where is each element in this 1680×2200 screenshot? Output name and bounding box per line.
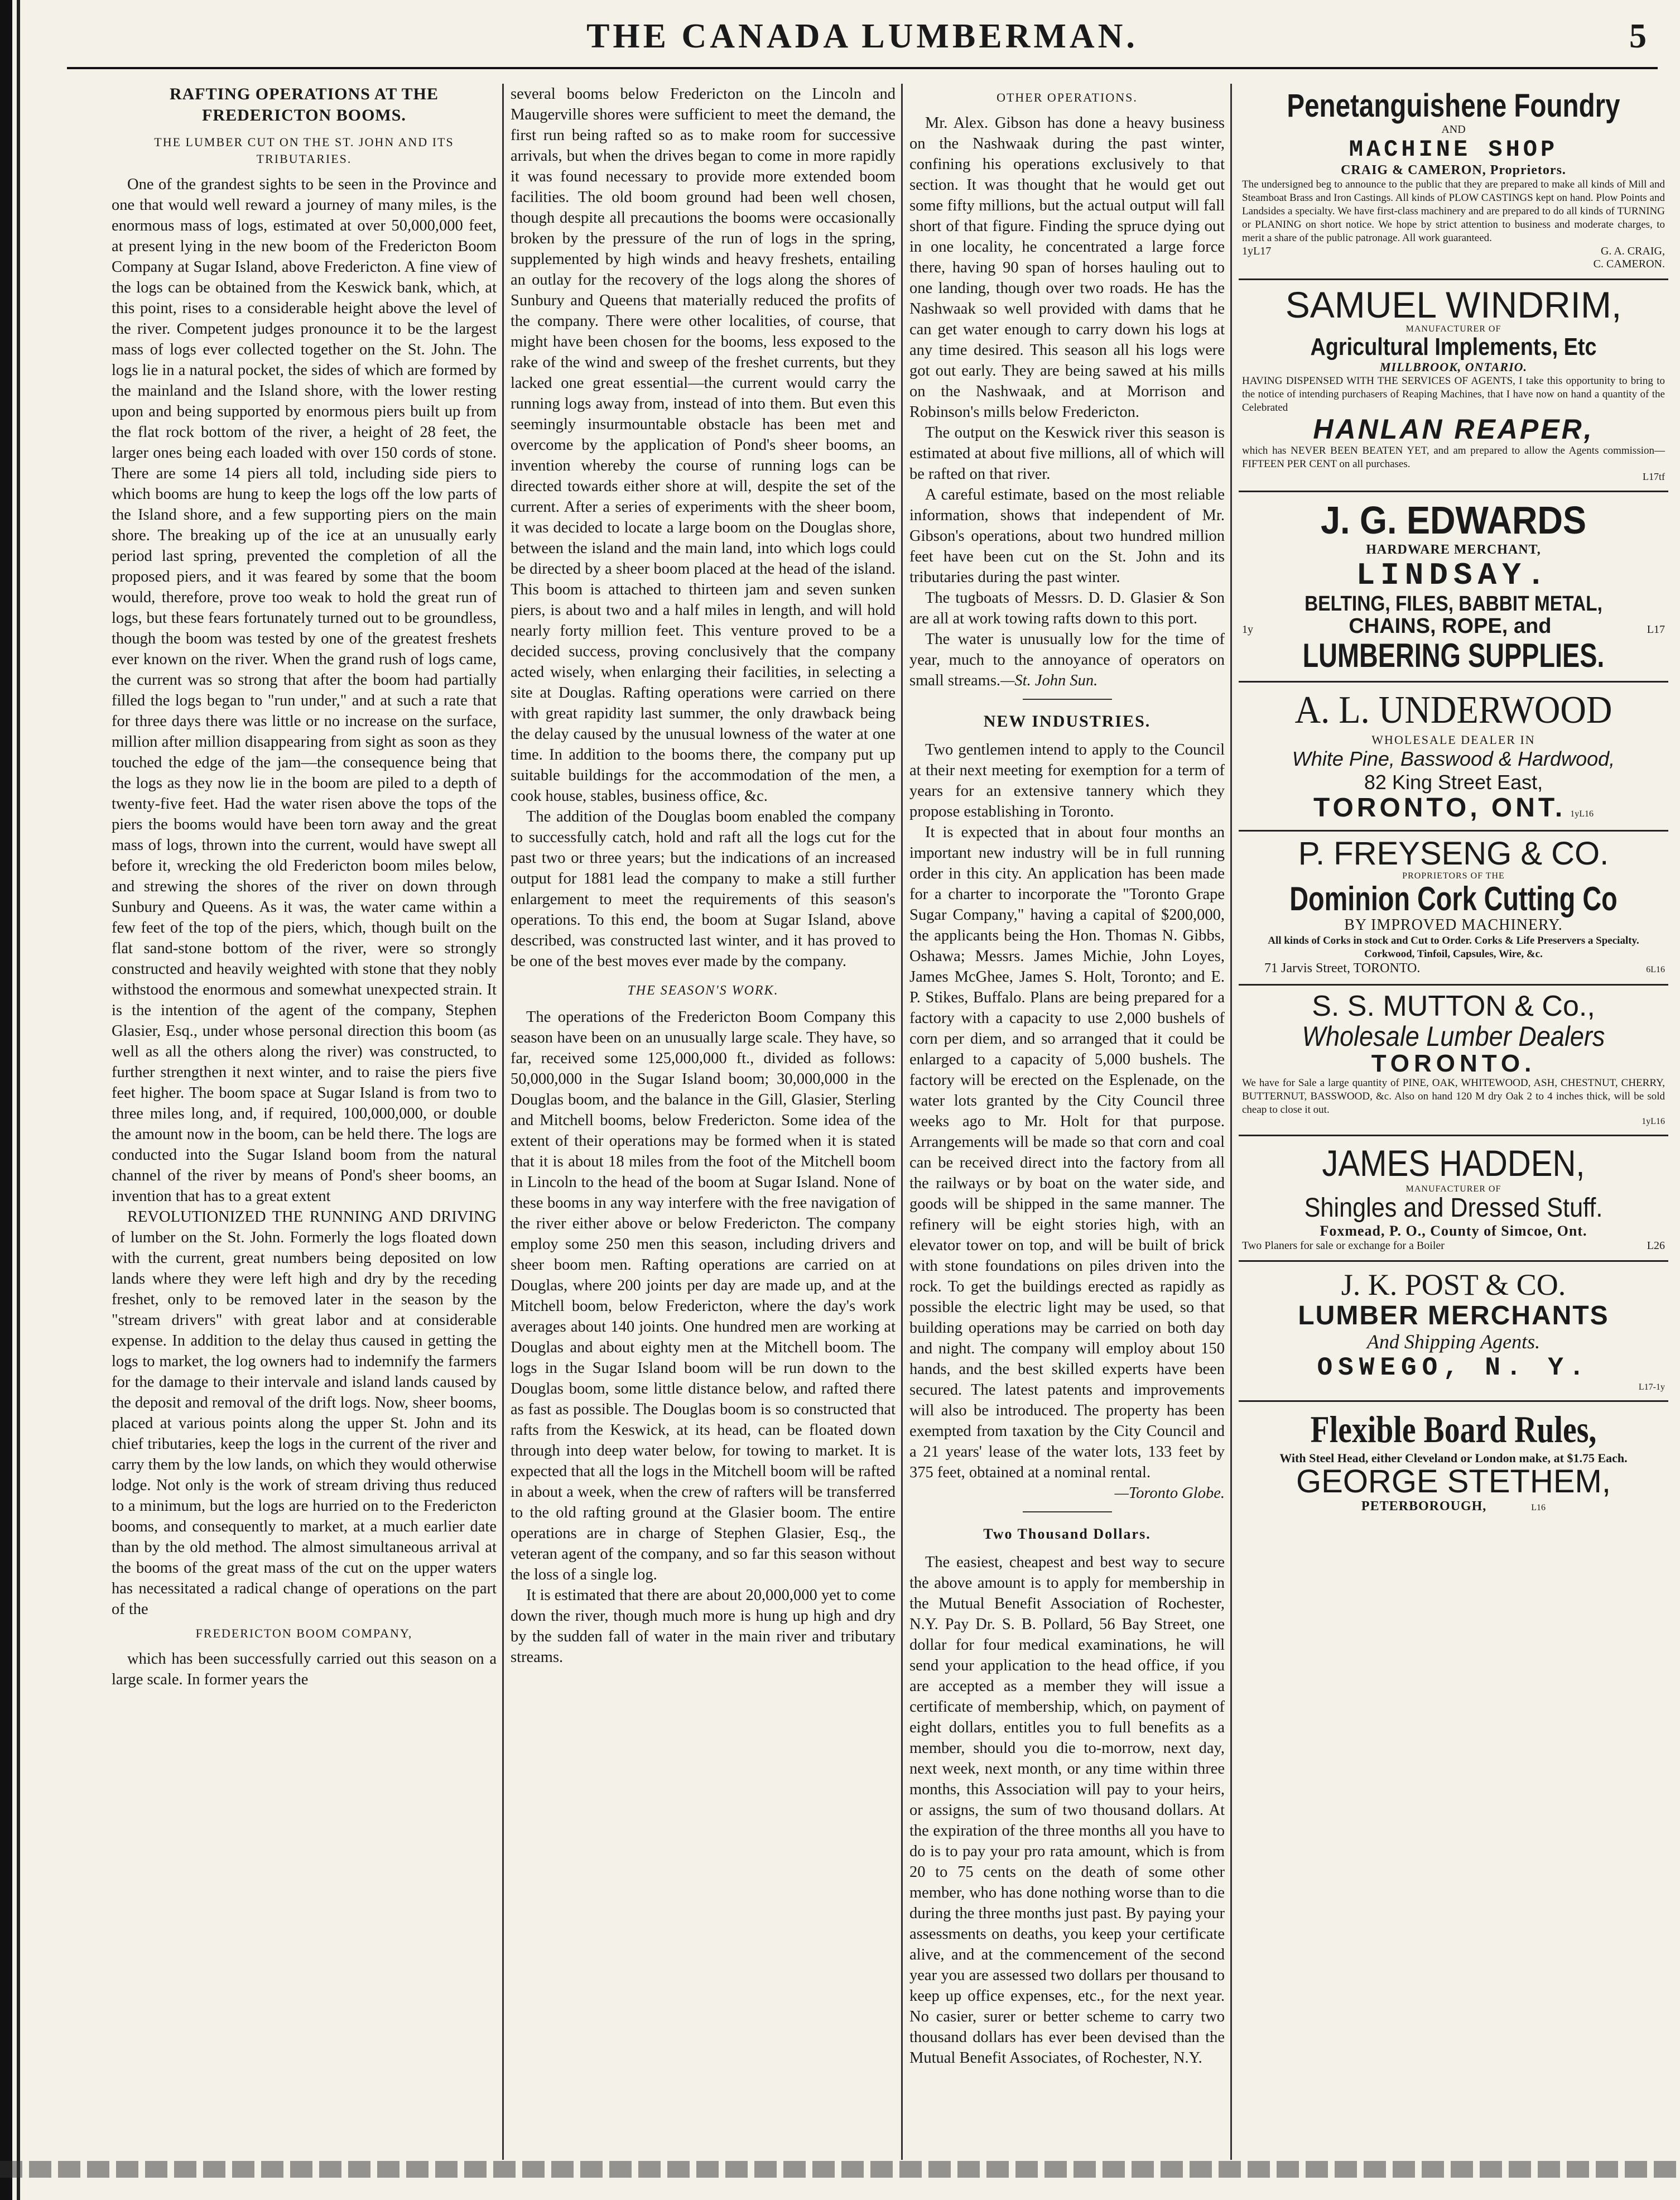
column-rule <box>502 84 504 2160</box>
paragraph: A careful estimate, based on the most reliable information, shows that independent of Mr. Gibson's operations, about two hundred million feet have been cut on the St. John and its tributaries during the past winter. <box>909 486 1225 586</box>
source-credit: —Toronto Globe. <box>1114 1485 1225 1502</box>
ad-woods: White Pine, Basswood & Hardwood, <box>1292 747 1615 770</box>
ad-text: MANUFACTURER OF <box>1405 1184 1501 1194</box>
ad-freyseng <box>1239 832 1668 986</box>
ad-body: With Steel Head, either Cleveland or London make, at $1.75 Each. <box>1279 1451 1628 1465</box>
ad-line: BELTING, FILES, BABBIT METAL, <box>1304 592 1602 616</box>
paragraph: The easiest, cheapest and best way to secure the above amount is to apply for membership in the Mutual Benefit Association of Rochester, N.Y. Pay Dr. S. B. Pollard, 56 Bay Street, one dollar for four medical examinations, he will send your application to the head office, if you are accepted as a member they will issue a certificate of membership, which, on payment of eight dollars, entitles you to full benefits as a member, should you die to-morrow, next day, next week, next month, or any time within three months, this Association will pay to your heirs, or assigns, the sum of two thousand dollars. At the expiration of the three months all you have to do is to pay your pro rata amount, which is from 20 to 75 cents on the death of some other member, who has done nothing worse than to die during the three months just past. By paying your assessments on deaths, you keep your certificate alive, and at the commencement of the second year you are assessed two dollars per thousand to keep up office expenses, etc., for the next year. No casier, surer or better scheme to carry two thousand dollars has ever been devised than the Mutual Benefit Associates, of Rochester, N.Y. <box>909 1554 1225 2067</box>
ad-trade: Wholesale Lumber Dealers <box>1302 1020 1605 1052</box>
section-divider <box>1023 699 1112 700</box>
ad-line-row <box>1242 616 1665 638</box>
ad-edwards <box>1239 492 1668 683</box>
ad-code: L17 <box>1647 623 1665 636</box>
ad-text: AND <box>1441 123 1466 136</box>
ad-subtitle: MACHINE SHOP <box>1349 136 1558 163</box>
ad-underwood <box>1239 683 1668 832</box>
ad-title: P. FREYSENG & CO. <box>1298 835 1609 872</box>
ad-title: S. S. MUTTON & Co., <box>1312 989 1595 1022</box>
ad-works: Dominion Cork Cutting Co <box>1289 880 1618 918</box>
page-header <box>67 11 1658 67</box>
paragraph: The operations of the Fredericton Boom Company this season have been on an unusually large scale. They have, so far, received some 125,000,000 ft., divided as follows: 50,000,000 in the Sugar Island boom; 30,000,000 in the Douglas boom, and the balance in the Gill, Glasier, Sterling and Mitchell booms, below Fredericton. Some idea of the extent of their operations may be formed when it is stated that it is about 18 miles from the foot of the Mitchell boom in Lincoln to the head of the boom at Sugar Island. None of these booms in any way interfere with the free navigation of the river either above or below Fredericton. The company employ some 250 men this season, including drivers and sheer boom men. Rafting operations are carried on at Douglas, where 200 joints per day are made up, and at the Mitchell boom, below Fredericton, where the day's work averages about 140 joints. One hundred men are working at Douglas and about eighty men at the Mitchell boom. The logs in the Sugar Island boom will be run down to the Douglas boom, some little distance below, and rafted there as fast as possible. The Douglas boom is so constructed that rafts from the Keswick, at its head, can be floated down through into deep water below, for towing to market. It is expected that all the logs in the Mitchell boom will be rafted in about a week, when the crew of rafters will be transferred to the old rafting ground at the Glasier boom. The entire operations are in charge of Stephen Glasier, Esq., the veteran agent of the company, and so far this season without the loss of a single log. <box>511 1008 896 1583</box>
signature-2: C. CAMERON. <box>1593 257 1665 270</box>
ad-address: 82 King Street East, <box>1364 770 1543 794</box>
ad-title: GEORGE STETHEM, <box>1296 1463 1611 1500</box>
ad-body: The undersigned beg to announce to the public that they are prepared to make all kinds of Mill and Steamboat Brass and Iron Castings. All kinds of PLOW CASTINGS kept on hand. Plow Points and Landsides a specialty. We have first-class machinery and are prepared to do all kinds of TURNING or PLANING on short notice. We hope by strict attention to business and moderate charges, to merit a share of the public patronage. All work guaranteed. <box>1242 178 1665 244</box>
signature-1: G. A. CRAIG, <box>1600 244 1665 257</box>
ad-line: LUMBERING SUPPLIES. <box>1302 636 1605 674</box>
paragraph <box>909 1483 1225 1504</box>
section-headline: NEW INDUSTRIES. <box>983 712 1151 731</box>
paragraph: Mr. Alex. Gibson has done a heavy business on the Nashwaak during the past winter, confining his operations exclusively to that section. It was thought that he would get out some fifty millions, but the actual output will fall short of that figure. Finding the spruce dying out in one locality, he concentrated a large force there, having 90 span of horses hauling out to one landing, though over two roads. He has the Nashwaak so well provided with dams that he can get water enough to carry down his logs at any time desired. This season all his logs were got out early. They are being sawed at his mills on the Nashwaak, and at Morrison and Robinson's mills below Fredericton. <box>909 114 1225 421</box>
article-subhead: THE LUMBER CUT ON THE ST. JOHN AND ITS TRIBUTARIES. <box>154 135 454 166</box>
section-subhead: OTHER OPERATIONS. <box>997 90 1138 104</box>
ad-title: J. G. EDWARDS <box>1320 498 1587 542</box>
ad-city-row <box>1242 794 1665 822</box>
ad-city: TORONTO. <box>1371 1050 1536 1078</box>
ad-trade: WHOLESALE DEALER IN <box>1371 732 1535 747</box>
page-number: 5 <box>1629 17 1647 55</box>
ad-body: HAVING DISPENSED WITH THE SERVICES OF AGENTS, I take this opportunity to bring to the notice of intending purchasers of Reaping Machines, that I have now on hand a quantity of the Celebrated <box>1242 375 1665 414</box>
section-subhead: FREDERICTON BOOM COMPANY, <box>195 1626 413 1640</box>
column-rule <box>1230 84 1232 2160</box>
ad-agents: And Shipping Agents. <box>1366 1330 1541 1353</box>
ad-post <box>1239 1262 1668 1402</box>
ad-body: which has NEVER BEEN BEATEN YET, and am prepared to allow the Agents commission—FIFTEEN PER CENT on all purchases. <box>1242 444 1665 470</box>
ad-city: TORONTO, ONT. <box>1313 792 1566 823</box>
ad-note: Two Planers for sale or exchange for a Boiler <box>1242 1239 1445 1252</box>
ad-title: Penetanguishene Foundry <box>1287 88 1620 124</box>
ad-by: BY IMPROVED MACHINERY. <box>1344 916 1563 934</box>
ad-title: SAMUEL WINDRIM, <box>1285 284 1622 325</box>
column-1 <box>112 84 497 2149</box>
ad-place: MILLBROOK, ONTARIO. <box>1379 360 1528 374</box>
ad-windrim <box>1239 280 1668 492</box>
ad-line: CHAINS, ROPE, and <box>1349 614 1552 638</box>
ad-mutton <box>1239 986 1668 1136</box>
header-rule <box>67 67 1658 69</box>
ad-product: Flexible Board Rules, <box>1310 1408 1597 1450</box>
ad-city: OSWEGO, N. Y. <box>1317 1353 1590 1382</box>
ad-signature <box>1594 245 1665 271</box>
paragraph: The output on the Keswick river this season is estimated at about five millions, all of which will be rafted on that river. <box>909 424 1225 483</box>
paragraph: Two gentlemen intend to apply to the Council at their next meeting for exemption for a term of years for an extensive tannery which they propose establishing in Toronto. <box>909 741 1225 820</box>
ad-signature-row <box>1242 245 1665 271</box>
ad-town: LINDSAY. <box>1356 557 1551 593</box>
ad-code: L16 <box>1531 1502 1546 1512</box>
section-divider <box>1023 1511 1112 1512</box>
ad-trade: HARDWARE MERCHANT, <box>1366 542 1541 557</box>
ad-code: L26 <box>1647 1239 1665 1252</box>
ad-products: Agricultural Implements, Etc <box>1310 333 1597 361</box>
source-credit: —St. John Sun. <box>1000 672 1098 689</box>
ad-address-row <box>1242 961 1665 976</box>
paragraph <box>909 629 1225 691</box>
ad-code: 1yL16 <box>1642 1117 1665 1127</box>
paragraph: The tugboats of Messrs. D. D. Glasier & Son are all at work towing rafts down to this port. <box>909 589 1225 627</box>
column-rule <box>901 84 903 2160</box>
ad-product-name: HANLAN REAPER, <box>1313 414 1594 445</box>
ad-props: PROPRIETORS OF THE <box>1402 871 1505 881</box>
ad-code: 6L16 <box>1646 964 1665 974</box>
ad-town: PETERBOROUGH, <box>1361 1498 1487 1514</box>
paragraph: It is estimated that there are about 20,000,000 yet to come down the river, though much more is hung up high and dry by the sudden fall of water in the main river and tributary streams. <box>511 1587 896 1666</box>
ad-body: All kinds of Corks in stock and Cut to Order. Corks & Life Preservers a Specialty. Corkwood, Tinfoil, Capsules, Wire, &c. <box>1268 934 1639 960</box>
newspaper-title: THE CANADA LUMBERMAN. <box>586 17 1138 55</box>
advertisements-column <box>1239 84 1668 2160</box>
section-subhead: THE SEASON'S WORK. <box>627 983 779 998</box>
paragraph: It is expected that in about four months an important new industry will be in full running order in this city. An application has been made for a charter to incorporate the "Toronto Grape Sugar Company," having a capital of $200,000, the applicants being the Hon. Thomas N. Gibbs, Oshawa; Messrs. James Michie, John Loyes, James McGhee, James S. Holt, Toronto; and E. P. Stikes, Buffalo. Plans are being prepared for a factory with a capacity to use 2,000 bushels of corn per diem, and so arranged that it could be enlarged to a capacity of 5,000 bushels. The factory will be erected on the Esplenade, on the water lots granted by the City Council three weeks ago to Mr. Holt for that purpose. Arrangements will be made so that corn and coal can be received direct into the factory from all the railways or by boat on the water side, and goods will be shipped in the same manner. The refinery will be eight stories high, with an elevator tower on top, and will be built of brick with stone foundations on piles driven into the rock. To get the buildings erected as rapidly as possible the electric light may be used, so that building operations may be carried on both day and night. The company will employ about 150 hands, and the best skilled experts have been secured. The latest patents and improvements will also be introduced. The property has been exempted from taxation by the City Council and a 21 years' lease of the water lots, 133 feet by 375 feet, obtained at a nominal rental. <box>909 824 1225 1481</box>
ad-code: 1yL16 <box>1570 809 1594 819</box>
ad-address: 71 Jarvis Street, TORONTO. <box>1264 960 1421 976</box>
ad-code: L17-1y <box>1638 1382 1665 1392</box>
paragraph: REVOLUTIONIZED THE RUNNING AND DRIVING of lumber on the St. John. Formerly the logs floated down with the current, great numbers being deposited on low lands where they were left high and dry by the receding freshet, only to be removed later in the season by the "stream drivers" with great labor and at considerable expense. In addition to the delay thus caused in getting the logs to market, the log owners had to indemnify the farmers for the damage to their intervale and island lands caused by the deposit and removal of the drift logs. Now, sheer booms, placed at various points along the upper St. John and its chief tributaries, keep the logs in the current of the river and carry them by the low lands, on which they would otherwise lodge. Not only is the work of stream driving thus reduced to a minimum, but the logs are hurried on to the Fredericton booms, and consequently to market, at a much earlier date than by the old method. The almost simultaneous arrival at the booms of the great mass of the cut on the upper waters has necessitated a radical change of operations on the part of the <box>112 1208 497 1618</box>
ad-title: A. L. UNDERWOOD <box>1294 688 1612 732</box>
page-edge-rule-inner <box>17 0 20 2200</box>
ad-code: 1yL17 <box>1242 244 1272 257</box>
page-edge-rule <box>0 0 12 2200</box>
ad-note-row <box>1242 1240 1665 1252</box>
ad-products: Shingles and Dressed Stuff. <box>1304 1193 1603 1223</box>
paragraph: The addition of the Douglas boom enabled the company to successfully catch, hold and raft all the logs cut for the past two or three years; but the indications of an increased output for 1881 lead the company to make a still further enlargement to meet the requirements of this season's operations. To this end, the boom at Sugar Island, above described, was constructed last winter, and it has proved to be one of the best moves ever made by the company. <box>511 808 896 970</box>
paragraph: One of the grandest sights to be seen in the Province and one that would well reward a journey of many miles, is the enormous mass of logs, estimated at over 50,000,000 feet, at present lying in the new boom of the Fredericton Boom Company at Sugar Island, above Fredericton. A fine view of the logs can be obtained from the Keswick bank, which, at this point, rises to a considerable height above the level of the river. Competent judges pronounce it to be the largest mass of logs ever collected together on the St. John. The logs lie in a natural pocket, the sides of which are formed by the mainland and the Island shore, with the lower resting upon and being supported by enormous piers built up from the flat rock bottom of the river, a height of 28 feet, the larger ones being each loaded with over 150 cords of stone. There are some 14 piers all told, including side piers to which booms are hung to keep the logs off the low parts of the Island shore, and a few supporting piers on the main shore. The breaking up of the ice at an unusually early period last spring, prevented the completion of all the proposed piers, and it was feared by some that the boom would, therefore, prove too weak to hold the great run of logs, but these fears fortunately turned out to be groundless, though the boom was tested by one of the greatest freshets ever known on the river. When the grand rush of logs came, the current was so strong that after the boom had partially filled the logs began to "run under," and at such a rate that for three days there was little or no increase on the surface, million after million disappearing from sight as soon as they touched the edge of the jam—the consequence being that the logs as they now lie in the boom are piled to a depth of twenty-five feet. Had the water risen above the tops of the piers the booms would have been torn away and the great mass of logs, thrown into the current, would have swept all before it, wrecking the old Fredericton boom miles below, and strewing the shores of the river on down through Sunbury and Queens. As it was, the water came within a few feet of the top of the piers, which, though built on the flat sand-stone bottom of the river, were so strongly constructed and heavily weighted with stone that they nobly withstood the enormous and somewhat unexpected strain. It is the intention of the agent of the company, Stephen Glasier, Esq., under whose personal direction this boom (as well as all the others along the river) was constructed, to further strengthen it next winter, and to raise the piers five feet higher. The boom space at Sugar Island is from two to three miles long, and, if required, 100,000,000, or double the amount now in the boom, can be held there. The logs are conducted into the Sugar Island boom from the natural channel of the river by means of Pond's sheer booms, an invention that has to a great extent <box>112 176 497 1205</box>
ad-trade: LUMBER MERCHANTS <box>1298 1300 1609 1330</box>
ad-text: MANUFACTURER OF <box>1405 324 1501 334</box>
ad-town-row <box>1242 1499 1665 1514</box>
ad-title: J. K. POST & CO. <box>1341 1267 1566 1301</box>
column-3 <box>909 84 1225 2149</box>
ad-penetanguishene <box>1239 84 1668 280</box>
section-headline: Two Thousand Dollars. <box>983 1526 1151 1542</box>
paragraph: several booms below Fredericton on the Lincoln and Maugerville shores were sufficient to meet the demand, the first run being rafted so as to make room for successive arrivals, but when the drives began to come in more rapidly it was found necessary to provide more extended boom facilities. The old boom ground had been well chosen, though despite all precautions the booms were occasionally broken by the pressure of the run of logs in the spring, supplemented by high winds and heavy freshets, entailing an outlay for the recovery of the logs along the shores of Sunbury and Queens that materially reduced the profits of the company. There were other localities, of course, that might have been chosen for the booms, less exposed to the rake of the wind and sweep of the freshet currents, but they lacked one great essential—the current would carry the running logs away from, instead of into them. But even this seemingly insurmountable obstacle has been met and overcome by the application of Pond's sheer booms, an invention whereby the course of running logs can be directed towards either shore at will, despite the set of the current. After a series of experiments with the sheer boom, it was decided to locate a large boom on the Douglas shore, between the island and the main land, into which logs could be directed by a sheer boom placed at the head of the island. This boom is attached to thirteen jam and seven sunken piers, is about two and a half miles in length, and will hold nearly forty million feet. This venture proved to be a decided success, proving conclusively that the company acted wisely, when enlarging their facilities, in selecting a site at Douglas. Rafting operations were carried on there with great rapidity last summer, the only drawback being the delay caused by the unusual lowness of the water at one time. In addition to the booms there, the company put up suitable buildings for the accommodation of the men, a cook house, stables, business office, &c. <box>511 85 896 805</box>
ad-title: JAMES HADDEN, <box>1322 1142 1585 1184</box>
ad-body: We have for Sale a large quantity of PINE, OAK, WHITEWOOD, ASH, CHESTNUT, CHERRY, BUTTERNUT, BASSWOOD, &c. Also on hand 120 M dry Oak 2 to 4 inches thick, will be sold cheap to close it out. <box>1242 1077 1665 1116</box>
article-headline: RAFTING OPERATIONS AT THE FREDERICTON BOOMS. <box>169 85 439 124</box>
paragraph-text: The water is unusually low for the time of year, much to the annoyance of operators on small streams. <box>909 631 1225 689</box>
ad-proprietors: CRAIG & CAMERON, Proprietors. <box>1341 162 1566 177</box>
column-2 <box>511 84 896 2149</box>
paragraph: which has been successfully carried out this season on a large scale. In former years the <box>112 1650 497 1688</box>
page-footer-rule <box>0 2161 1680 2178</box>
ad-place: Foxmead, P. O., County of Simcoe, Ont. <box>1320 1222 1587 1239</box>
ad-hadden <box>1239 1136 1668 1261</box>
ad-stethem <box>1239 1402 1668 1522</box>
ad-code: L17tf <box>1643 470 1665 482</box>
ad-code: 1y <box>1242 623 1253 636</box>
